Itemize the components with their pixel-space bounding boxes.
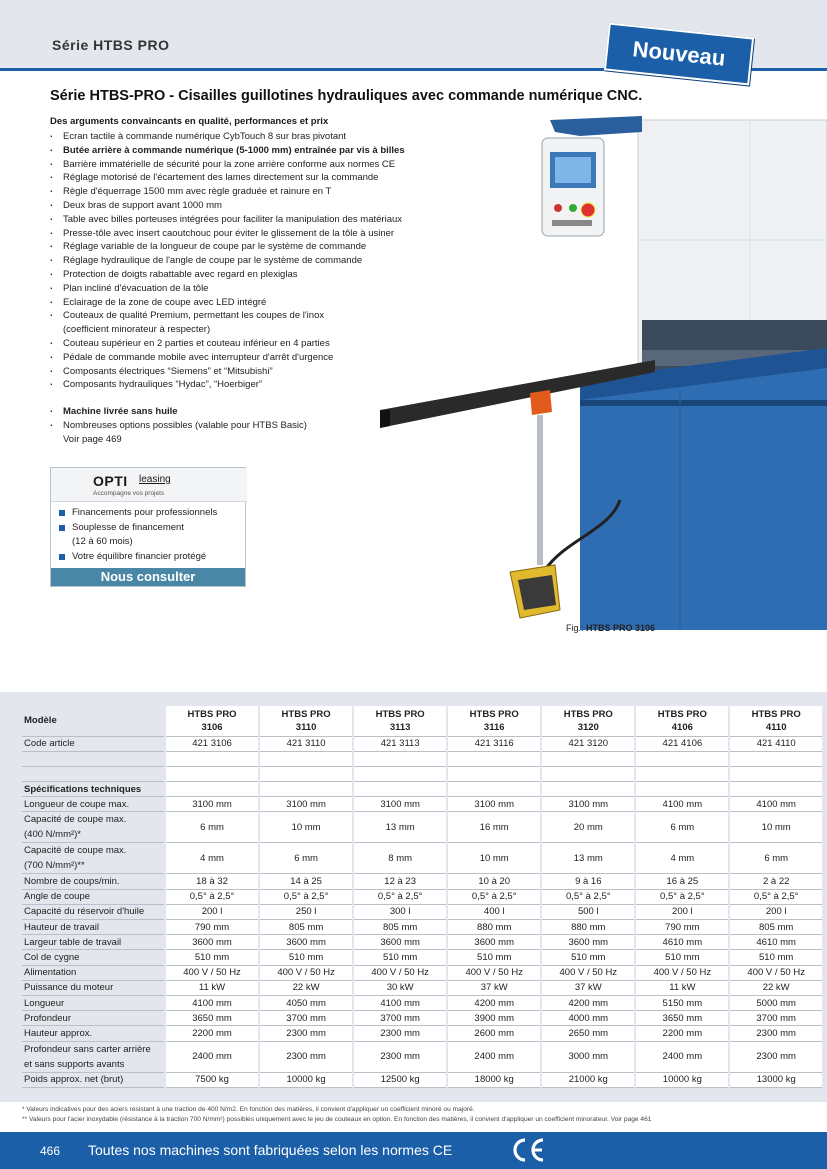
spec-value: 6 mm <box>729 843 822 874</box>
section-cell <box>447 782 541 797</box>
spec-label <box>22 812 165 843</box>
feature-item: . Butée arrière à commande numérique (5-1000 mm) entraînée par vis à billes <box>50 144 470 158</box>
spec-value: 0,5° à 2,5° <box>353 889 447 904</box>
model-header-cell <box>353 706 447 736</box>
spec-value: 4100 mm <box>165 995 259 1010</box>
spec-label <box>22 995 165 1010</box>
spec-value: 13 mm <box>541 843 635 874</box>
article-cell: 421 3106 <box>165 736 259 751</box>
section-cell <box>729 782 822 797</box>
spec-value: 3100 mm <box>165 797 259 812</box>
spec-row <box>22 920 822 935</box>
page-headline: Série HTBS-PRO - Cisailles guillotines hydrauliques avec commande numérique CNC. <box>50 88 643 104</box>
spec-value: 37 kW <box>541 980 635 995</box>
spec-value: 880 mm <box>447 920 541 935</box>
article-cell: 421 3120 <box>541 736 635 751</box>
feature-item: . Plan incliné d'évacuation de la tôle <box>50 282 470 296</box>
spec-value: 10 mm <box>447 843 541 874</box>
spec-label-line: Capacité de coupe max. <box>24 814 127 826</box>
spec-value: 2600 mm <box>447 1026 541 1041</box>
model-number: 3113 <box>389 721 411 733</box>
leasing-logo-opti: OPTI <box>93 473 128 489</box>
leasing-list <box>59 506 217 564</box>
spacer-cell <box>447 751 541 766</box>
spec-value: 300 l <box>353 904 447 919</box>
spec-value: 10000 kg <box>259 1072 353 1087</box>
spec-row <box>22 874 822 889</box>
spec-value: 400 V / 50 Hz <box>635 965 729 980</box>
spec-value: 30 kW <box>353 980 447 995</box>
spec-value: 4100 mm <box>353 995 447 1010</box>
spec-value: 18 à 32 <box>165 874 259 889</box>
model-name: HTBS PRO <box>187 708 237 720</box>
spec-value: 200 l <box>635 904 729 919</box>
model-header-cell <box>447 706 541 736</box>
spec-value: 510 mm <box>447 950 541 965</box>
spec-row <box>22 797 822 812</box>
page-footer <box>0 1132 827 1169</box>
spec-value: 510 mm <box>729 950 822 965</box>
model-header-cell <box>635 706 729 736</box>
spec-value: 16 mm <box>447 812 541 843</box>
figure-caption <box>566 623 655 633</box>
spec-row <box>22 1041 822 1072</box>
spec-row <box>22 889 822 904</box>
spec-value: 20 mm <box>541 812 635 843</box>
spacer-cell <box>22 766 165 781</box>
spec-value: 7500 kg <box>165 1072 259 1087</box>
spacer-cell <box>353 766 447 781</box>
spec-label <box>22 874 165 889</box>
spec-value: 790 mm <box>635 920 729 935</box>
section-cell <box>353 782 447 797</box>
section-cell <box>165 782 259 797</box>
section-label: Spécifications techniques <box>22 782 165 797</box>
spec-value: 805 mm <box>729 920 822 935</box>
model-number: 3110 <box>295 721 317 733</box>
spec-value: 4000 mm <box>541 1011 635 1026</box>
spec-row <box>22 1072 822 1087</box>
spec-value: 880 mm <box>541 920 635 935</box>
model-name: HTBS PRO <box>563 708 613 720</box>
model-number: 3116 <box>483 721 505 733</box>
spec-value: 4 mm <box>635 843 729 874</box>
spec-label <box>22 1011 165 1026</box>
spec-label <box>22 965 165 980</box>
spec-value: 4050 mm <box>259 995 353 1010</box>
spec-value: 0,5° à 2,5° <box>447 889 541 904</box>
spec-value: 4200 mm <box>541 995 635 1010</box>
spec-value: 3600 mm <box>541 935 635 950</box>
spec-label <box>22 980 165 995</box>
spec-value: 4100 mm <box>635 797 729 812</box>
spec-value: 12500 kg <box>353 1072 447 1087</box>
feature-item: . Ecran tactile à commande numérique CybTouch 8 sur bras pivotant <box>50 130 470 144</box>
leasing-logo-leasing: leasing <box>139 474 171 485</box>
leasing-item: Financements pour professionnels <box>59 506 217 521</box>
spec-label-line: Capacité de coupe max. <box>24 845 127 857</box>
spacer-cell <box>541 766 635 781</box>
spec-value: 10 mm <box>729 812 822 843</box>
ce-mark-icon <box>510 1137 546 1163</box>
feature-item: . Machine livrée sans huile <box>50 405 470 419</box>
spacer-cell <box>635 766 729 781</box>
spec-label-line: Longueur <box>24 997 65 1009</box>
spec-value: 2200 mm <box>165 1026 259 1041</box>
spec-value: 11 kW <box>635 980 729 995</box>
leasing-tagline: Accompagne vos projets <box>93 490 165 497</box>
article-row <box>22 736 822 751</box>
model-name: HTBS PRO <box>751 708 801 720</box>
section-cell <box>259 782 353 797</box>
spec-row <box>22 995 822 1010</box>
spec-value: 2400 mm <box>447 1041 541 1072</box>
model-name: HTBS PRO <box>469 708 519 720</box>
figure-caption-prefix: Fig.: <box>566 623 584 633</box>
spec-value: 510 mm <box>635 950 729 965</box>
spacer-cell <box>22 751 165 766</box>
spec-label-line: Profondeur <box>24 1012 72 1024</box>
section-cell <box>635 782 729 797</box>
spec-value: 3650 mm <box>165 1011 259 1026</box>
spec-row <box>22 843 822 874</box>
spec-label-line: Largeur table de travail <box>24 936 122 948</box>
spec-value: 10 mm <box>259 812 353 843</box>
spec-value: 3900 mm <box>447 1011 541 1026</box>
spec-value: 3100 mm <box>447 797 541 812</box>
model-number: 4110 <box>765 721 787 733</box>
model-number: 3120 <box>577 721 599 733</box>
spec-value: 0,5° à 2,5° <box>259 889 353 904</box>
spec-value: 4610 mm <box>729 935 822 950</box>
spec-value: 500 l <box>541 904 635 919</box>
feature-item: . Réglage variable de la longueur de coupe par le système de commande <box>50 240 470 254</box>
spec-value: 400 V / 50 Hz <box>729 965 822 980</box>
spec-value: 5150 mm <box>635 995 729 1010</box>
machine-illustration <box>380 110 827 630</box>
spacer-row <box>22 751 822 766</box>
spec-value: 11 kW <box>165 980 259 995</box>
spec-value: 400 V / 50 Hz <box>541 965 635 980</box>
spacer-cell <box>635 751 729 766</box>
spacer-cell <box>165 751 259 766</box>
spacer-cell <box>259 766 353 781</box>
article-cell: 421 3116 <box>447 736 541 751</box>
spec-value: 3700 mm <box>259 1011 353 1026</box>
features-subtitle: Des arguments convaincants en qualité, performances et prix <box>50 116 329 127</box>
spacer-row <box>22 766 822 781</box>
spacer-cell <box>447 766 541 781</box>
article-cell: 421 3113 <box>353 736 447 751</box>
spec-value: 13000 kg <box>729 1072 822 1087</box>
spec-value: 0,5° à 2,5° <box>541 889 635 904</box>
spec-value: 2300 mm <box>259 1026 353 1041</box>
article-cell: 421 4106 <box>635 736 729 751</box>
spec-value: 0,5° à 2,5° <box>165 889 259 904</box>
spec-value: 510 mm <box>353 950 447 965</box>
spacer-cell <box>729 766 822 781</box>
spec-label-line: et sans supports avants <box>24 1058 125 1070</box>
feature-item: . Pédale de commande mobile avec interrupteur d'arrêt d'urgence <box>50 351 470 365</box>
leasing-logo <box>51 468 247 502</box>
spec-value: 250 l <box>259 904 353 919</box>
article-cell: 421 3110 <box>259 736 353 751</box>
feature-item: . Réglage motorisé de l'écartement des lames directement sur la commande <box>50 171 470 185</box>
figure-caption-model: HTBS PRO 3106 <box>586 623 656 633</box>
spec-value: 510 mm <box>165 950 259 965</box>
spec-value: 22 kW <box>729 980 822 995</box>
spec-value: 510 mm <box>259 950 353 965</box>
model-number: 4106 <box>671 721 693 733</box>
spec-label <box>22 935 165 950</box>
feature-item: . Presse-tôle avec insert caoutchouc pour éviter le glissement de la tôle à usiner <box>50 227 470 241</box>
model-number: 3106 <box>201 721 223 733</box>
spec-row <box>22 965 822 980</box>
spec-value: 3100 mm <box>353 797 447 812</box>
feature-item: Voir page 469 <box>63 433 122 445</box>
spacer-cell <box>729 751 822 766</box>
spec-label <box>22 1041 165 1072</box>
page-number: 466 <box>40 1144 61 1158</box>
spec-value: 4200 mm <box>447 995 541 1010</box>
spec-value: 10 à 20 <box>447 874 541 889</box>
footnote: * Valeurs indicatives pour des aciers résistant à une traction de 400 N/m2. En fonction des matières, il convient d'appliquer un coefficient minoré ou majoré. <box>22 1106 475 1113</box>
spec-table <box>22 706 822 1088</box>
bullet-square-icon <box>59 525 65 531</box>
article-cell: 421 4110 <box>729 736 822 751</box>
feature-item: (coefficient minorateur à respecter) <box>63 324 211 336</box>
spec-label-line: Profondeur sans carter arrière <box>24 1043 151 1055</box>
spec-label-line: Hauteur de travail <box>24 921 99 933</box>
spec-value: 2300 mm <box>353 1041 447 1072</box>
feature-item: . Deux bras de support avant 1000 mm <box>50 199 470 213</box>
article-label: Code article <box>22 736 165 751</box>
spec-value: 14 à 25 <box>259 874 353 889</box>
spec-label-line: Nombre de coups/min. <box>24 876 120 888</box>
spec-row <box>22 935 822 950</box>
bullet-square-icon <box>59 510 65 516</box>
spec-value: 200 l <box>729 904 822 919</box>
feature-item: . Règle d'équerrage 1500 mm avec règle graduée et rainure en T <box>50 185 470 199</box>
spec-row <box>22 950 822 965</box>
spec-label <box>22 1026 165 1041</box>
spec-value: 4 mm <box>165 843 259 874</box>
spacer-cell <box>541 751 635 766</box>
spec-value: 2300 mm <box>729 1041 822 1072</box>
spec-value: 400 V / 50 Hz <box>353 965 447 980</box>
spec-value: 510 mm <box>541 950 635 965</box>
spec-value: 805 mm <box>353 920 447 935</box>
spec-value: 3000 mm <box>541 1041 635 1072</box>
spec-value: 6 mm <box>165 812 259 843</box>
spec-value: 2 à 22 <box>729 874 822 889</box>
spec-label <box>22 904 165 919</box>
section-row <box>22 782 822 797</box>
spec-value: 3650 mm <box>635 1011 729 1026</box>
spec-row <box>22 812 822 843</box>
spec-label-line: Capacité du réservoir d'huile <box>24 906 145 918</box>
spacer-cell <box>165 766 259 781</box>
spec-value: 2300 mm <box>259 1041 353 1072</box>
table-header-row <box>22 706 822 736</box>
spec-value: 3600 mm <box>447 935 541 950</box>
feature-item: . Nombreuses options possibles (valable pour HTBS Basic) <box>50 419 470 433</box>
spec-label-line: (400 N/mm²)* <box>24 829 82 841</box>
spec-label-line: Puissance du moteur <box>24 982 114 994</box>
feature-item: . Réglage hydraulique de l'angle de coupe par le système de commande <box>50 254 470 268</box>
spec-value: 200 l <box>165 904 259 919</box>
spec-value: 3700 mm <box>729 1011 822 1026</box>
spec-value: 3600 mm <box>259 935 353 950</box>
model-header-cell <box>541 706 635 736</box>
spec-value: 8 mm <box>353 843 447 874</box>
spec-label <box>22 920 165 935</box>
new-badge-label: Nouveau <box>631 36 727 71</box>
feature-item: . Composants hydrauliques “Hydac”, “Hoerbiger” <box>50 378 470 392</box>
footnote: ** Valeurs pour l'acier inoxydable (résistance à la traction 700 N/mm²) possibles uniquement avec le jeu de couteaux en option. En fonction des matières, il convient d'appliquer un coefficient minorateur. Voir page 461 <box>22 1115 652 1123</box>
spec-value: 9 à 16 <box>541 874 635 889</box>
footer-statement: Toutes nos machines sont fabriquées selon les normes CE <box>88 1142 453 1158</box>
contact-us-button[interactable]: Nous consulter <box>51 568 245 586</box>
spec-label-line: (700 N/mm²)** <box>24 860 85 872</box>
model-name: HTBS PRO <box>375 708 425 720</box>
spec-value: 400 l <box>447 904 541 919</box>
spec-label <box>22 950 165 965</box>
spec-value: 2200 mm <box>635 1026 729 1041</box>
leasing-box <box>50 467 246 587</box>
feature-item: . Protection de doigts rabattable avec regard en plexiglas <box>50 268 470 282</box>
spec-value: 0,5° à 2,5° <box>729 889 822 904</box>
model-header-cell <box>259 706 353 736</box>
spec-value: 4610 mm <box>635 935 729 950</box>
spec-value: 6 mm <box>259 843 353 874</box>
feature-item: . Barrière immatérielle de sécurité pour la zone arrière conforme aux normes CE <box>50 158 470 172</box>
spec-value: 6 mm <box>635 812 729 843</box>
spec-value: 10000 kg <box>635 1072 729 1087</box>
spacer-cell <box>259 751 353 766</box>
spec-value: 3100 mm <box>541 797 635 812</box>
spacer-cell <box>353 751 447 766</box>
spec-value: 2400 mm <box>635 1041 729 1072</box>
spec-value: 3700 mm <box>353 1011 447 1026</box>
spec-value: 790 mm <box>165 920 259 935</box>
spec-row <box>22 980 822 995</box>
feature-item: . Couteau supérieur en 2 parties et couteau inférieur en 4 parties <box>50 337 470 351</box>
spec-label-line: Hauteur approx. <box>24 1027 93 1039</box>
spec-label <box>22 843 165 874</box>
spec-value: 2650 mm <box>541 1026 635 1041</box>
spec-value: 16 à 25 <box>635 874 729 889</box>
spec-value: 21000 kg <box>541 1072 635 1087</box>
bullet-square-icon <box>59 554 65 560</box>
spec-value: 2400 mm <box>165 1041 259 1072</box>
footnotes <box>22 1105 812 1124</box>
spec-value: 5000 mm <box>729 995 822 1010</box>
model-name: HTBS PRO <box>281 708 331 720</box>
spec-value: 3600 mm <box>353 935 447 950</box>
spec-label-line: Angle de coupe <box>24 891 91 903</box>
spec-value: 2300 mm <box>353 1026 447 1041</box>
spec-value: 0,5° à 2,5° <box>635 889 729 904</box>
spec-value: 18000 kg <box>447 1072 541 1087</box>
spec-value: 805 mm <box>259 920 353 935</box>
spec-value: 3100 mm <box>259 797 353 812</box>
spec-value: 13 mm <box>353 812 447 843</box>
spec-row <box>22 1026 822 1041</box>
leasing-item: Votre équilibre financier protégé <box>59 550 217 565</box>
spec-label <box>22 1072 165 1087</box>
spec-value: 2300 mm <box>729 1026 822 1041</box>
model-header-cell <box>729 706 822 736</box>
spec-label <box>22 797 165 812</box>
spec-row <box>22 1011 822 1026</box>
spec-value: 37 kW <box>447 980 541 995</box>
spec-value: 3600 mm <box>165 935 259 950</box>
model-name: HTBS PRO <box>657 708 707 720</box>
spec-value: 400 V / 50 Hz <box>165 965 259 980</box>
spec-label-line: Alimentation <box>24 967 77 979</box>
spec-value: 12 à 23 <box>353 874 447 889</box>
feature-item: . Eclairage de la zone de coupe avec LED intégré <box>50 296 470 310</box>
spec-value: 22 kW <box>259 980 353 995</box>
section-cell <box>541 782 635 797</box>
spec-label <box>22 889 165 904</box>
feature-item: . Table avec billes porteuses intégrées pour faciliter la manipulation des matériaux <box>50 213 470 227</box>
feature-item: . Couteaux de qualité Premium, permettant les coupes de l'inox <box>50 309 470 323</box>
model-label: Modèle <box>22 706 165 736</box>
series-title: Série HTBS PRO <box>52 37 170 53</box>
feature-item: . Composants électriques “Siemens” et “Mitsubishi” <box>50 365 470 379</box>
spec-value: 4100 mm <box>729 797 822 812</box>
spec-value: 400 V / 50 Hz <box>447 965 541 980</box>
leasing-item: Souplesse de financement <box>59 521 217 536</box>
spec-value: 400 V / 50 Hz <box>259 965 353 980</box>
model-header-cell <box>165 706 259 736</box>
spec-label-line: Longueur de coupe max. <box>24 798 130 810</box>
spec-row <box>22 904 822 919</box>
spec-label-line: Poids approx. net (brut) <box>24 1074 124 1086</box>
leasing-item: (12 à 60 mois) <box>72 536 133 547</box>
spec-label-line: Col de cygne <box>24 951 80 963</box>
